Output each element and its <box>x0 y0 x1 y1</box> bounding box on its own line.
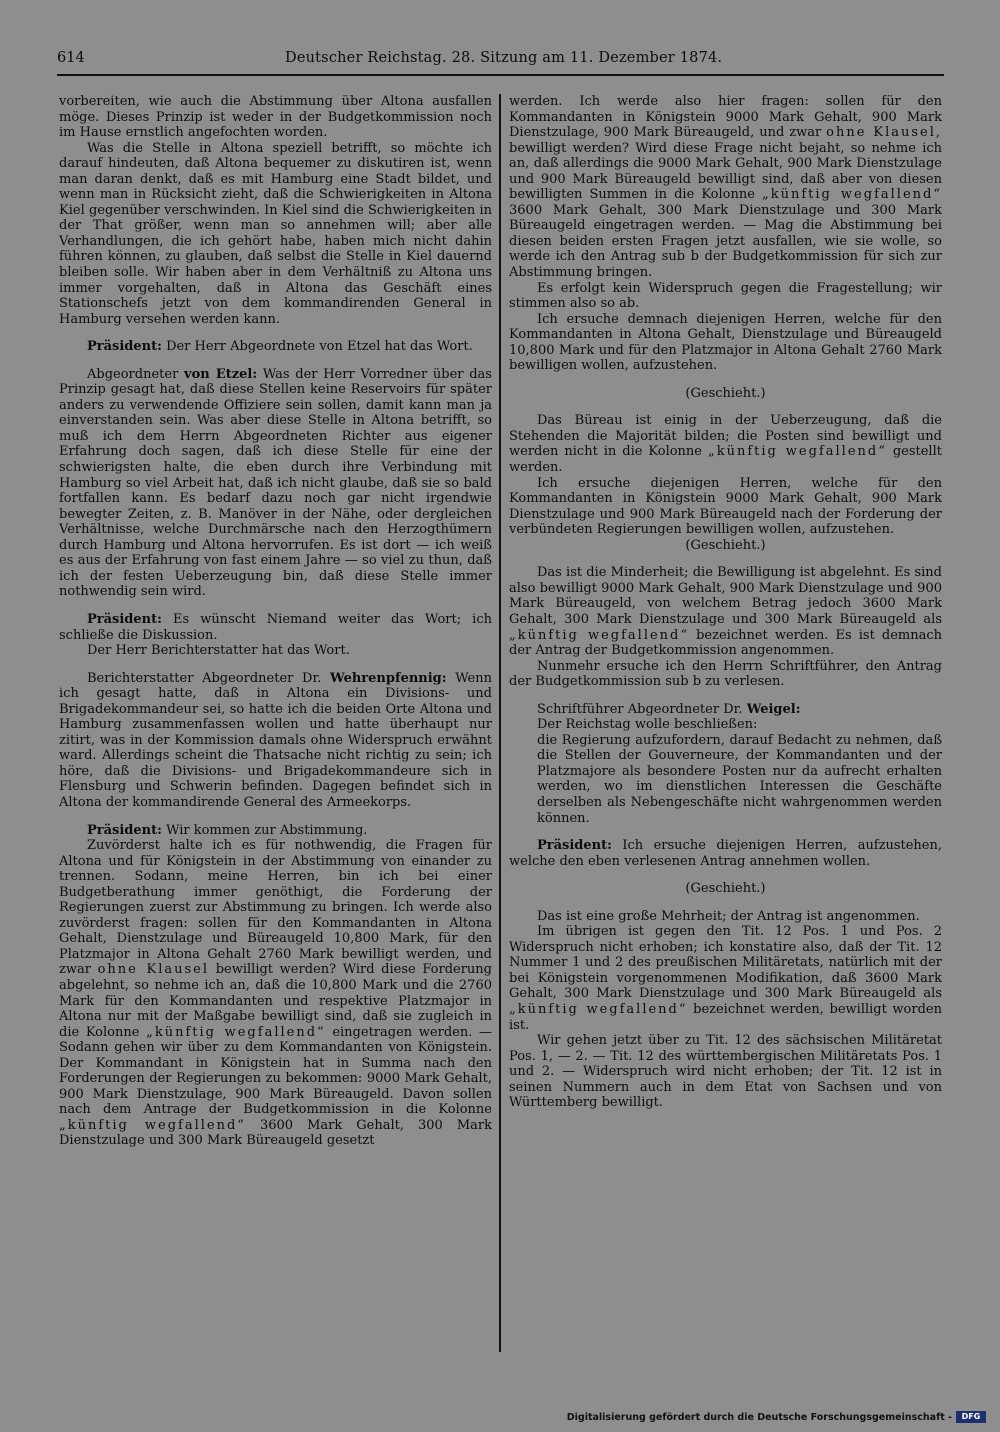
paragraph <box>59 339 492 355</box>
speaker-name: Präsident: <box>87 611 162 627</box>
paragraph: Wir gehen jetzt über zu Tit. 12 des sächsischen Militäretat Pos. 1, — 2. — Tit. 12 des württembergischen Militäretats Pos. 1 und 2. — Widerspruch wird nicht erhoben; der Tit. 12 ist in seinen Nummern auch in dem Etat von Sachsen und von Württemberg bewilligt. <box>509 1033 942 1111</box>
paragraph: Der Herr Berichterstatter hat das Wort. <box>87 643 350 659</box>
speaker-name: Präsident: <box>87 339 162 355</box>
header-rule <box>57 74 944 76</box>
speech-text: Der Herr Abgeordnete von Etzel hat das Wort. <box>166 339 473 355</box>
text-run: Zuvörderst halte ich es für nothwendig, die Fragen für Altona und für Königstein in der Abstimmung von einander zu trennen. Sodann, meine Herren, bin ich bei einer Budgetberathung immer genöthigt, die Forderung der Regierungen zuerst zur Abstimmung zu bringen. Ich werde also zuvörderst fragen: sollen für den Kommandanten in Altona Gehalt, Dienstzulage und Büreaugeld 10,800 Mark, für den Platzmajor in Altona Gehalt 2760 Mark bewilligt werden, und zwar <box>59 838 492 978</box>
text-run: werden. Ich werde also hier fragen: sollen für den Kommandanten in Königstein 9000 Mark Gehalt, 900 Mark Dienstzulage, 900 Mark Büreaugeld, und zwar <box>509 94 942 141</box>
page-number: 614 <box>57 50 85 66</box>
text-run: 3600 Mark Gehalt, 300 Mark Dienstzulage und 300 Mark Büreaugeld eingetragen werden. — Mag die Abstimmung bei diesen beiden ersten Fragen jetzt ausfallen, wie sie wolle, so werde ich den Antrag sub b der Budgetkommission für sich zur Abstimmung bringen. <box>509 202 942 281</box>
spaced-emphasis: „künftig wegfallend“ <box>59 1117 246 1133</box>
text-run: bewilligt werden? Wird diese Forderung abgelehnt, so nehme ich an, daß die 10,800 Mark und die 2760 Mark für den Kommandanten und respektive Platzmajor in Altona nur mit der Maßgabe bewilligt sind, daß sie zugleich in die Kolonne <box>59 962 493 1040</box>
text-run: bezeichnet werden, bewilligt worden ist. <box>509 1001 942 1033</box>
text-run: bezeichnet werden. Es ist demnach der Antrag der Budgetkommission angenommen. <box>509 627 942 659</box>
text-run: Im übrigen ist gegen den Tit. 12 Pos. 1 und Pos. 2 Widerspruch nicht erhoben; ich konstatire also, daß der Tit. 12 Nummer 1 und 2 des preußischen Militäretats, natürlich mit der bei Königstein vorgenommenen Modifikation, daß 3600 Mark Gehalt, 300 Mark Dienstzulage und 300 Mark Büreaugeld als <box>509 924 942 1002</box>
footer-text: Digitalisierung gefördert durch die Deutsche Forschungsgemeinschaft - <box>566 1411 952 1423</box>
text-run: gestellt werden. <box>509 444 942 476</box>
speaker-name: von Etzel: <box>184 366 258 382</box>
spaced-emphasis: „künftig wegfallend“ <box>509 1001 688 1017</box>
paragraph <box>59 367 492 600</box>
paragraph: vorbereiten, wie auch die Abstimmung über Altona ausfallen möge. Dieses Prinzip ist weder in der Budgetkommission noch im Hause ernstlich angefochten worden. <box>59 94 492 141</box>
speaker-title: Schriftführer Abgeordneter Dr. <box>537 701 743 717</box>
paragraph <box>509 565 942 658</box>
speech-text: Was der Herr Vorredner über das Prinzip gesagt hat, daß diese Stellen keine Reservoirs für später anders zu verwendende Offiziere sein sollen, damit kann man ja einverstanden sein. Was aber diese Stelle in Altona betrifft, so muß ich dem Herrn Abgeordneten Richter aus eigener Erfahrung doch sagen, daß ich diese Stelle für eine der schwierigsten halte, die eben durch ihre Verbindung mit Hamburg so viel Arbeit hat, daß ich nicht glaube, daß sie so bald fortfallen kann. Es bedarf dazu noch gar nicht irgendwie bewegter Zeiten, z. B. Manöver in der Nähe, oder dergleichen Verhältnisse, welche Durchmärsche nach den Herzogthümern durch Hamburg und Altona hervorrufen. Es ist dort — ich weiß es aus der Erfahrung von fast einem Jahre — so viel zu thun, daß ich der festen Ueberzeugung bin, daß diese Stelle immer nothwendig sein wird. <box>59 366 492 600</box>
page-header <box>57 50 944 72</box>
left-column <box>59 94 492 1149</box>
speaker-name: Präsident: <box>87 822 162 838</box>
spaced-emphasis: ohne Klausel, <box>826 125 943 141</box>
paragraph: Ich ersuche demnach diejenigen Herren, welche für den Kommandanten in Altona Gehalt, Dienstzulage und Büreaugeld 10,800 Mark und für den Platzmajor in Altona Gehalt 2760 Mark bewilligen wollen, aufzustehen. <box>509 311 942 374</box>
paragraph: Es erfolgt kein Widerspruch gegen die Fragestellung; wir stimmen also so ab. <box>509 280 942 312</box>
speech-text: Ich ersuche diejenigen Herren, aufzustehen, welche den eben verlesenen Antrag annehmen wollen. <box>509 838 943 869</box>
paragraph <box>59 671 492 811</box>
funding-footer <box>567 1411 986 1423</box>
spaced-emphasis: „künftig wegfallend“ <box>762 187 942 203</box>
speaker-name: Weigel: <box>746 701 801 717</box>
speech-text: Es wünscht Niemand weiter das Wort; ich schließe die Diskussion. <box>59 611 492 643</box>
text-run: Das ist die Minderheit; die Bewilligung ist abgelehnt. Es sind also bewilligt 9000 Mark Gehalt, 900 Mark Dienstzulage und 900 Mark Büreaugeld, von welchem Betrag jedoch 3600 Mark Gehalt, 300 Mark Dienstzulage und 300 Mark Büreaugeld als <box>509 565 942 627</box>
text-run: 3600 Mark Gehalt, 300 Mark Dienstzulage und 300 Mark Büreaugeld gesetzt <box>59 1117 492 1149</box>
speaker-name: Wehrenpfennig: <box>330 670 447 686</box>
text-run: eingetragen werden. — Sodann gehen wir über zu dem Kommandanten von Königstein. Der Kommandant in Königstein hat in Summa nach den Forderungen der Regierungen zu bekommen: 9000 Mark Gehalt, 900 Mark Dienstzulage, 900 Mark Büreaugeld. Davon sollen nach dem Antrage der Budgetkommission in die Kolonne <box>59 1024 492 1118</box>
paragraph <box>509 702 942 718</box>
stage-direction: (Geschieht.) <box>685 881 766 897</box>
paragraph: Der Reichstag wolle beschließen: <box>537 717 758 733</box>
spaced-emphasis: „künftig wegfallend“ <box>509 627 690 643</box>
spaced-emphasis: ohne Klausel <box>97 962 210 978</box>
right-column <box>509 94 942 1111</box>
text-run: Das Büreau ist einig in der Ueberzeugung, daß die Stehenden die Majorität bilden; die Posten sind bewilligt und werden nicht in die Kolonne <box>509 413 942 460</box>
paragraph: Nunmehr ersuche ich den Herrn Schriftführer, den Antrag der Budgetkommission sub b zu verlesen. <box>509 658 942 690</box>
speaker-name: Präsident: <box>537 838 612 854</box>
paragraph <box>509 924 942 1033</box>
paragraph: Was die Stelle in Altona speziell betrifft, so möchte ich darauf hindeuten, daß Altona bequemer zu diskutiren ist, wenn man daran denkt, daß es mit Hamburg eine Stadt bildet, und wenn man in Rücksicht zieht, daß die Schwierigkeiten in Altona Kiel gegenüber verschwinden. In Kiel sind die Schwierigkeiten in der That größer, wenn man so annehmen will; aber alle Verhandlungen, die ich gehört habe, haben mich nicht dahin führen können, zu glauben, daß selbst die Stelle in Kiel dauernd bleiben solle. Wir haben aber in dem Verhältniß zu Altona uns immer vorgehalten, daß in Altona das Geschäft eines Stationschefs jetzt von dem kommandirenden General in Hamburg versehen werden kann. <box>59 140 492 327</box>
spaced-emphasis: „künftig wegfallend“ <box>707 444 887 460</box>
paragraph <box>509 94 942 281</box>
paragraph <box>59 838 492 1149</box>
dfg-logo: DFG <box>956 1411 986 1423</box>
stage-direction: (Geschieht.) <box>685 385 766 401</box>
paragraph <box>59 823 492 839</box>
motion-text: die Regierung aufzufordern, darauf Bedacht zu nehmen, daß die Stellen der Gouverneure, der Kommandanten und der Platzmajore als besondere Posten nur da aufrecht erhalten werden, wo im dienstlichen Interessen die Geschäfte derselben als Nebengeschäfte nicht wahrgenommen werden können. <box>537 732 942 826</box>
speaker-title: Abgeordneter <box>87 366 179 382</box>
running-title: Deutscher Reichstag. 28. Sitzung am 11. Dezember 1874. <box>285 50 723 66</box>
paragraph: Das ist eine große Mehrheit; der Antrag ist angenommen. <box>537 908 920 924</box>
speech-text: Wir kommen zur Abstimmung. <box>166 822 368 838</box>
paragraph <box>59 612 492 643</box>
paragraph: Ich ersuche diejenigen Herren, welche für den Kommandanten in Königstein 9000 Mark Gehalt, 900 Mark Dienstzulage und 900 Mark Büreaugeld nach der Forderung der verbündeten Regierungen bewilligen wollen, aufzustehen. <box>509 475 942 538</box>
text-run: bewilligt werden? Wird diese Frage nicht bejaht, so nehme ich an, daß allerdings die 9000 Mark Gehalt, 900 Mark Dienstzulage und 900 Mark Büreaugeld bewilligt sind, daß aber von diesen bewilligten Summen in die Kolonne <box>509 140 942 203</box>
speech-text: Wenn ich gesagt hatte, daß in Altona ein Divisions- und Brigadekommandeur sei, so hatte ich die beiden Orte Altona und Hamburg zusammenfassen wollen und hatte überhaupt nur zitirt, was in der Kommission damals ohne Widerspruch erwähnt ward. Allerdings scheint die Thatsache nicht richtig zu sein; ich höre, daß die Divisions- und Brigadekommandeure sich in Flensburg und Schwerin befinden. Dagegen befindet sich in Altona der kommandirende General des Armeekorps. <box>59 670 492 810</box>
stage-direction: (Geschieht.) <box>685 537 766 553</box>
paragraph <box>509 838 942 869</box>
column-divider <box>499 94 501 1352</box>
paragraph <box>509 413 942 475</box>
speaker-title: Berichterstatter Abgeordneter Dr. <box>87 670 322 686</box>
spaced-emphasis: „künftig wegfallend“ <box>146 1024 326 1040</box>
